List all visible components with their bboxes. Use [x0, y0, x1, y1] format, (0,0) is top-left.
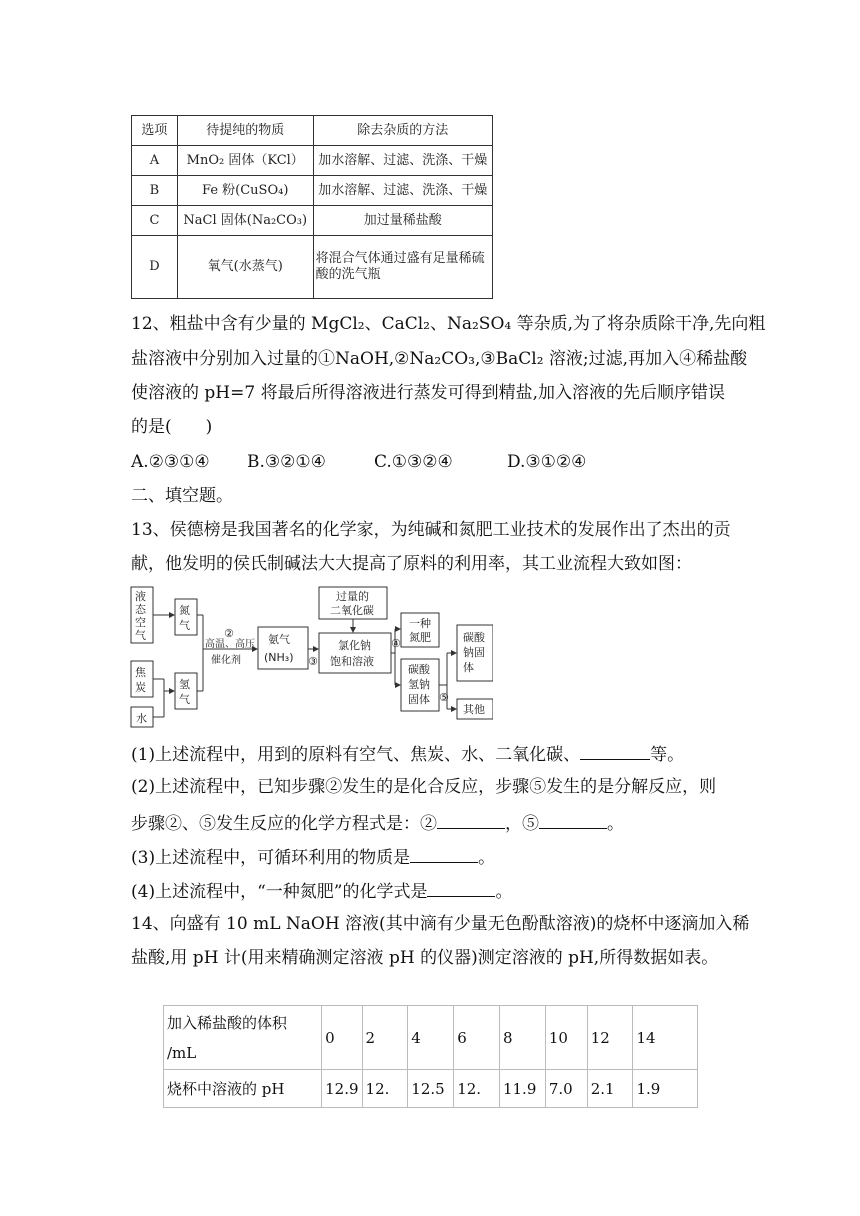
table-cell: 加过量稀盐酸	[313, 206, 492, 236]
q13-part2-line1: (2)上述流程中，已知步骤②发生的是化合反应，步骤⑤发生的是分解反应，则	[131, 777, 717, 797]
table-cell: 将混合气体通过盛有足量稀硫酸的洗气瓶	[313, 236, 492, 299]
table-cell: 10	[545, 1006, 587, 1070]
q12-line: 12、粗盐中含有少量的 MgCl₂、CaCl₂、Na₂SO₄ 等杂质,为了将杂质除干净,先向粗	[131, 314, 766, 334]
q13-part4-text: (4)上述流程中，“一种氮肥”的化学式是	[131, 882, 428, 902]
table-cell: 加水溶解、过滤、洗涤、干燥	[313, 146, 492, 176]
section-heading: 二、填空题。	[131, 486, 233, 506]
flow-label: 饱和溶液	[330, 655, 374, 668]
flow-label: 氯化钠	[338, 639, 371, 652]
header-substance: 待提纯的物质	[177, 116, 313, 146]
q12-line: 使溶液的 pH=7 将最后所得溶液进行蒸发可得到精盐,加入溶液的先后顺序错误	[131, 383, 725, 403]
q13-part2-sep: ，⑤	[505, 814, 539, 834]
table-cell: 0	[322, 1006, 362, 1070]
table-cell: 加水溶解、过滤、洗涤、干燥	[313, 176, 492, 206]
q13-part3-text: (3)上述流程中，可循环利用的物质是	[131, 848, 411, 868]
table-cell: A	[132, 146, 178, 176]
flow-label: 气	[179, 619, 190, 632]
q13-part1-text: (1)上述流程中，用到的原料有空气、焦炭、水、二氧化碳、	[131, 745, 581, 765]
table-cell: C	[132, 206, 178, 236]
flow-label: 气	[135, 629, 146, 642]
option-a: A.②③①④	[131, 452, 210, 472]
row-label-part: /mL	[167, 1043, 197, 1062]
flow-label: 焦	[135, 666, 146, 679]
header-option: 选项	[132, 116, 178, 146]
table-cell: NaCl 固体(Na₂CO₃)	[177, 206, 313, 236]
q13-line: 献，他发明的侯氏制碱法大大提高了原料的利用率，其工业流程大致如图：	[131, 554, 692, 574]
flow-label: ⑤	[439, 691, 449, 704]
flow-label: 碳酸	[408, 663, 430, 676]
flow-label: 二氧化碳	[330, 604, 374, 617]
q13-part2-text: 步骤②、⑤发生反应的化学方程式是：②	[131, 814, 437, 834]
table-cell: 12.5	[408, 1070, 454, 1108]
table-cell: 12.	[362, 1070, 408, 1108]
q13-part1	[131, 741, 684, 767]
q13-line: 13、侯德榜是我国著名的化学家，为纯碱和氮肥工业技术的发展作出了杰出的贡	[131, 520, 731, 540]
answer-blank[interactable]	[539, 810, 607, 829]
table-cell: 12	[587, 1006, 633, 1070]
flow-label: 钠固	[463, 646, 485, 659]
q13-part3	[131, 844, 495, 870]
table-cell: 12.9	[322, 1070, 362, 1108]
flow-label: 水	[136, 712, 147, 725]
option-c: C.①③②④	[374, 452, 453, 472]
flow-label: 过量的	[336, 590, 369, 603]
table-cell: 6	[454, 1006, 500, 1070]
q13-part3-end: 。	[478, 848, 496, 868]
q14-line: 盐酸,用 pH 计(用来精确测定溶液 pH 的仪器)测定溶液的 pH,所得数据如表。	[131, 948, 719, 968]
purification-table	[131, 115, 493, 299]
flow-label: 其他	[463, 703, 485, 716]
flow-label: 催化剂	[211, 655, 241, 666]
row-label-ph: 烧杯中溶液的 pH	[164, 1070, 322, 1108]
flow-label: ③	[308, 655, 318, 668]
q13-part4	[131, 878, 512, 904]
row-label-volume	[164, 1006, 322, 1070]
answer-blank[interactable]	[410, 844, 478, 863]
row-label-part: 加入稀盐酸的体积	[167, 1013, 288, 1032]
flow-label: 氮肥	[409, 631, 431, 644]
flow-label: 炭	[135, 681, 146, 694]
q13-part1-end: 等。	[650, 745, 685, 765]
flow-label: 氮	[179, 604, 190, 617]
process-flow-diagram	[123, 583, 493, 729]
answer-blank[interactable]	[437, 810, 505, 829]
table-cell: 14	[633, 1006, 698, 1070]
table-cell: 氧气(水蒸气)	[177, 236, 313, 299]
q13-part2	[131, 810, 624, 836]
table-cell: 8	[499, 1006, 545, 1070]
table-cell: 2	[362, 1006, 408, 1070]
header-method: 除去杂质的方法	[313, 116, 492, 146]
table-cell: D	[132, 236, 178, 299]
flow-label: 高温、高压	[205, 639, 255, 650]
flow-label: 氨气	[268, 633, 290, 646]
table-cell: B	[132, 176, 178, 206]
flow-label: 液	[135, 590, 146, 603]
table-cell: 7.0	[545, 1070, 587, 1108]
flow-label: 碳酸	[463, 631, 485, 644]
flow-label: 气	[179, 693, 190, 706]
q12-line: 盐溶液中分别加入过量的①NaOH,②Na₂CO₃,③BaCl₂ 溶液;过滤,再加入④稀盐酸	[131, 349, 748, 369]
table-cell: 11.9	[499, 1070, 545, 1108]
answer-blank[interactable]	[427, 878, 495, 897]
answer-blank[interactable]	[580, 741, 650, 760]
flow-label: (NH₃)	[264, 651, 294, 664]
flow-label: 一种	[409, 617, 431, 630]
flow-label: 体	[463, 661, 474, 674]
ph-data-table	[163, 1005, 698, 1108]
flow-label: 氢钠	[408, 678, 430, 691]
table-cell: 4	[408, 1006, 454, 1070]
option-b: B.③②①④	[247, 452, 326, 472]
flow-label: 空	[135, 616, 146, 629]
flow-label: 态	[135, 603, 146, 616]
q14-line: 14、向盛有 10 mL NaOH 溶液(其中滴有少量无色酚酞溶液)的烧杯中逐滴加入稀	[131, 914, 750, 934]
table-cell: 2.1	[587, 1070, 633, 1108]
table-cell: 1.9	[633, 1070, 698, 1108]
q13-part2-end: 。	[607, 814, 624, 834]
flow-label: ②	[224, 627, 234, 640]
flow-label: 固体	[408, 693, 430, 706]
table-cell: Fe 粉(CuSO₄)	[177, 176, 313, 206]
q12-line: 的是( )	[131, 417, 213, 437]
flow-label: 氢	[179, 678, 190, 691]
option-d: D.③①②④	[507, 452, 587, 472]
q13-part4-end: 。	[495, 882, 513, 902]
table-cell: 12.	[454, 1070, 500, 1108]
flow-label: ④	[391, 637, 401, 650]
table-cell: MnO₂ 固体（KCl）	[177, 146, 313, 176]
